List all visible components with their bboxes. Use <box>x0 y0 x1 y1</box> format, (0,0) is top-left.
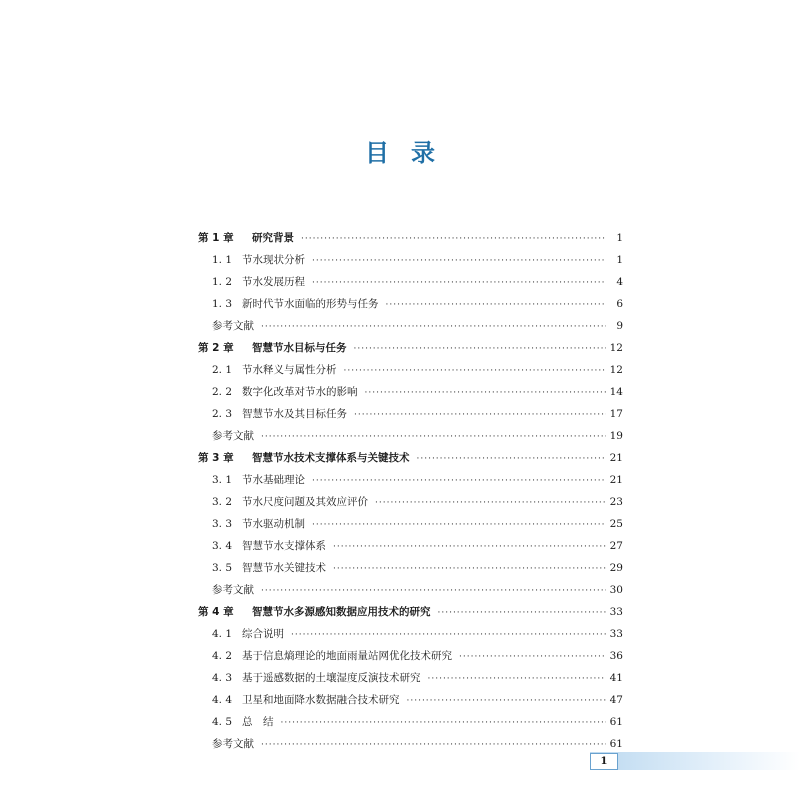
page-footer-band <box>590 752 800 770</box>
toc-entry-number: 4. 1 <box>212 628 233 640</box>
toc-entry-page: 23 <box>609 496 623 508</box>
dot-leader <box>291 623 606 645</box>
dot-leader <box>281 711 607 733</box>
toc-entry-title: 智慧节水目标与任务 <box>252 342 347 354</box>
toc-entry-number: 4. 2 <box>212 650 233 662</box>
toc-section-row[interactable] <box>198 249 623 271</box>
dot-leader <box>261 579 606 601</box>
toc-entry-page: 61 <box>609 716 623 728</box>
toc-entry-page: 19 <box>609 430 623 442</box>
dot-leader <box>407 689 607 711</box>
toc-entry-title: 节水释义与属性分析 <box>242 364 337 376</box>
toc-entry-page: 14 <box>609 386 623 398</box>
toc-entry-number: 2. 1 <box>212 364 233 376</box>
toc-entry-title: 节水发展历程 <box>242 276 305 288</box>
dot-leader <box>261 315 606 337</box>
toc-entry-title: 节水基础理论 <box>242 474 305 486</box>
toc-section-row[interactable] <box>198 557 623 579</box>
toc-entry-title: 参考文献 <box>212 320 254 332</box>
dot-leader <box>459 645 606 667</box>
dot-leader <box>428 667 607 689</box>
table-of-contents <box>198 227 623 755</box>
toc-entry-title: 研究背景 <box>252 232 294 244</box>
toc-entry-page: 41 <box>609 672 623 684</box>
toc-entry-title: 参考文献 <box>212 430 254 442</box>
toc-entry-title: 智慧节水关键技术 <box>242 562 326 574</box>
toc-entry-page: 33 <box>609 628 623 640</box>
toc-entry-page: 47 <box>609 694 623 706</box>
toc-entry-title: 节水现状分析 <box>242 254 305 266</box>
toc-entry-number: 2. 2 <box>212 386 233 398</box>
toc-entry-title: 节水尺度问题及其效应评价 <box>242 496 368 508</box>
dot-leader <box>261 425 606 447</box>
dot-leader <box>261 733 606 755</box>
toc-entry-page: 36 <box>609 650 623 662</box>
toc-section-row[interactable] <box>198 293 623 315</box>
toc-section-row[interactable] <box>198 359 623 381</box>
toc-entry-number: 1. 1 <box>212 254 233 266</box>
toc-entry-page: 30 <box>609 584 623 596</box>
toc-section-row[interactable] <box>198 535 623 557</box>
dot-leader <box>312 469 606 491</box>
dot-leader <box>333 535 606 557</box>
toc-entry-title: 节水驱动机制 <box>242 518 305 530</box>
toc-entry-title: 基于信息熵理论的地面雨量站网优化技术研究 <box>242 650 452 662</box>
toc-entry-title: 智慧节水及其目标任务 <box>242 408 347 420</box>
page-number: 1 <box>590 753 618 770</box>
toc-entry-number: 1. 2 <box>212 276 233 288</box>
toc-chapter-row[interactable] <box>198 447 623 469</box>
toc-entry-number: 4. 5 <box>212 716 233 728</box>
toc-references-row[interactable] <box>198 315 623 337</box>
toc-chapter-row[interactable] <box>198 227 623 249</box>
dot-leader <box>386 293 607 315</box>
toc-entry-number: 4. 4 <box>212 694 233 706</box>
toc-references-row[interactable] <box>198 425 623 447</box>
dot-leader <box>312 513 606 535</box>
dot-leader <box>417 447 607 469</box>
toc-section-row[interactable] <box>198 689 623 711</box>
toc-entry-page: 12 <box>609 364 623 376</box>
toc-entry-page: 25 <box>609 518 623 530</box>
toc-entry-page: 9 <box>616 320 623 332</box>
toc-entry-page: 33 <box>609 606 623 618</box>
dot-leader <box>354 337 607 359</box>
toc-section-row[interactable] <box>198 469 623 491</box>
toc-entry-number: 3. 3 <box>212 518 233 530</box>
toc-entry-page: 1 <box>616 254 623 266</box>
toc-entry-number: 1. 3 <box>212 298 233 310</box>
toc-section-row[interactable] <box>198 403 623 425</box>
dot-leader <box>333 557 606 579</box>
toc-entry-title: 基于遥感数据的土壤湿度反演技术研究 <box>242 672 421 684</box>
toc-entry-number: 第 1 章 <box>198 232 234 244</box>
dot-leader <box>344 359 607 381</box>
toc-entry-number: 3. 4 <box>212 540 233 552</box>
toc-entry-number: 2. 3 <box>212 408 233 420</box>
toc-entry-page: 21 <box>609 474 623 486</box>
toc-entry-page: 12 <box>609 342 623 354</box>
toc-chapter-row[interactable] <box>198 601 623 623</box>
toc-section-row[interactable] <box>198 667 623 689</box>
toc-chapter-row[interactable] <box>198 337 623 359</box>
toc-entry-page: 1 <box>616 232 623 244</box>
toc-references-row[interactable] <box>198 733 623 755</box>
toc-entry-title: 智慧节水多源感知数据应用技术的研究 <box>252 606 431 618</box>
toc-entry-number: 3. 2 <box>212 496 233 508</box>
toc-references-row[interactable] <box>198 579 623 601</box>
toc-section-row[interactable] <box>198 381 623 403</box>
dot-leader <box>312 271 606 293</box>
toc-section-row[interactable] <box>198 645 623 667</box>
toc-section-row[interactable] <box>198 711 623 733</box>
dot-leader <box>365 381 607 403</box>
toc-section-row[interactable] <box>198 623 623 645</box>
toc-entry-title: 数字化改革对节水的影响 <box>242 386 358 398</box>
toc-section-row[interactable] <box>198 271 623 293</box>
toc-entry-title: 综合说明 <box>242 628 284 640</box>
dot-leader <box>301 227 606 249</box>
toc-entry-number: 第 4 章 <box>198 606 234 618</box>
toc-entry-title: 总 结 <box>242 716 274 728</box>
toc-section-row[interactable] <box>198 513 623 535</box>
toc-entry-title: 卫星和地面降水数据融合技术研究 <box>242 694 400 706</box>
toc-entry-title: 新时代节水面临的形势与任务 <box>242 298 379 310</box>
toc-entry-page: 27 <box>609 540 623 552</box>
toc-section-row[interactable] <box>198 491 623 513</box>
toc-entry-page: 21 <box>609 452 623 464</box>
toc-entry-title: 参考文献 <box>212 584 254 596</box>
toc-entry-number: 第 2 章 <box>198 342 234 354</box>
page-title <box>0 133 800 168</box>
toc-entry-page: 4 <box>616 276 623 288</box>
dot-leader <box>375 491 606 513</box>
toc-entry-title: 智慧节水技术支撑体系与关键技术 <box>252 452 410 464</box>
title-char-2: 录 <box>411 138 435 167</box>
toc-entry-page: 6 <box>616 298 623 310</box>
toc-entry-number: 3. 1 <box>212 474 233 486</box>
dot-leader <box>438 601 607 623</box>
toc-entry-number: 4. 3 <box>212 672 233 684</box>
dot-leader <box>312 249 606 271</box>
toc-entry-title: 参考文献 <box>212 738 254 750</box>
toc-entry-page: 17 <box>609 408 623 420</box>
toc-entry-page: 29 <box>609 562 623 574</box>
toc-entry-number: 3. 5 <box>212 562 233 574</box>
toc-entry-page: 61 <box>609 738 623 750</box>
title-char-1: 目 <box>365 138 389 167</box>
toc-entry-number: 第 3 章 <box>198 452 234 464</box>
toc-entry-title: 智慧节水支撑体系 <box>242 540 326 552</box>
dot-leader <box>354 403 606 425</box>
